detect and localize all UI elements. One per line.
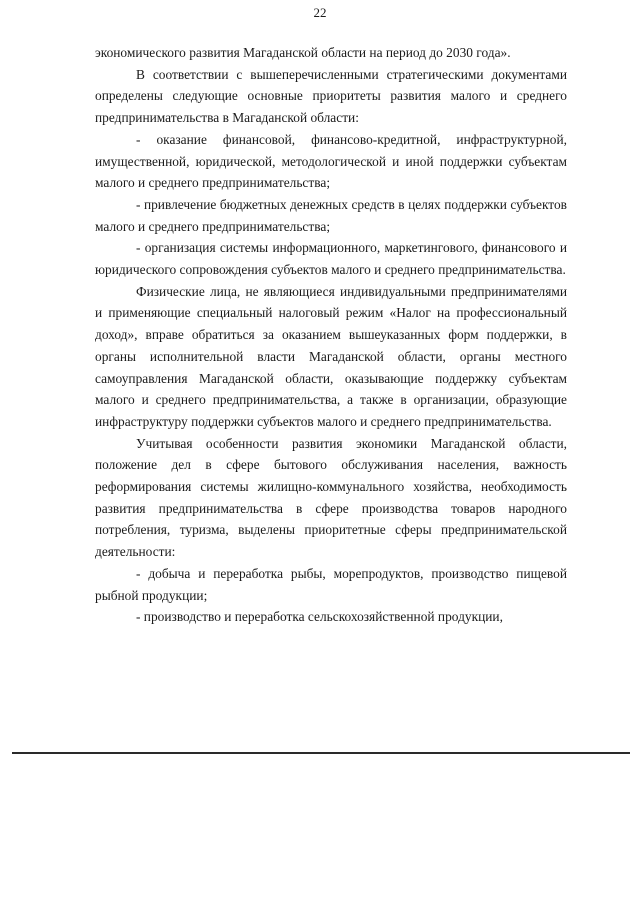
- paragraph-continuation: экономического развития Магаданской области на период до 2030 года».: [95, 45, 511, 60]
- body-text: [95, 42, 567, 628]
- scan-edge-line: [12, 752, 630, 754]
- list-item-agriculture: - производство и переработка сельскохозяйственной продукции,: [136, 609, 503, 625]
- list-item-support: - оказание финансовой, финансово-кредитной, инфраструктурной, имущественной, юридической, методологической и иной поддержки субъектам малого и среднего предпринимательства;: [95, 131, 567, 191]
- paragraph-individuals: Физические лица, не являющиеся индивидуальными предпринимателями и применяющие специальный налоговый режим «Налог на профессиональный доход», вправе обратиться за оказанием вышеуказанных форм поддержки, в органы исполнительной власти Магаданской области, органы местного самоуправления Магаданской области, оказывающие поддержку субъектам малого и среднего предпринимательства, а также в организации, образующие инфраструктуру поддержки субъектов малого и среднего предпринимательства.: [95, 283, 567, 429]
- list-item-budget: - привлечение бюджетных денежных средств в целях поддержки субъектов малого и среднего предпринимательства;: [95, 196, 567, 234]
- page-number: 22: [313, 5, 327, 20]
- list-item-organization: - организация системы информационного, маркетингового, финансового и юридического сопровождения субъектов малого и среднего предпринимательства.: [95, 240, 567, 278]
- list-item-fishing: - добыча и переработка рыбы, морепродуктов, производство пищевой рыбной продукции;: [95, 565, 567, 603]
- paragraph-priorities-intro: В соответствии с вышеперечисленными стратегическими документами определены следующие основные приоритеты развития малого и среднего предпринимательства в Магаданской области:: [95, 66, 567, 126]
- paragraph-priority-spheres: Учитывая особенности развития экономики Магаданской области, положение дел в сфере бытового обслуживания населения, важность реформирования системы жилищно-коммунального хозяйства, необходимость развития предпринимательства в сфере производства товаров народного потребления, туризма, выделены приоритетные сферы предпринимательской деятельности:: [95, 435, 567, 560]
